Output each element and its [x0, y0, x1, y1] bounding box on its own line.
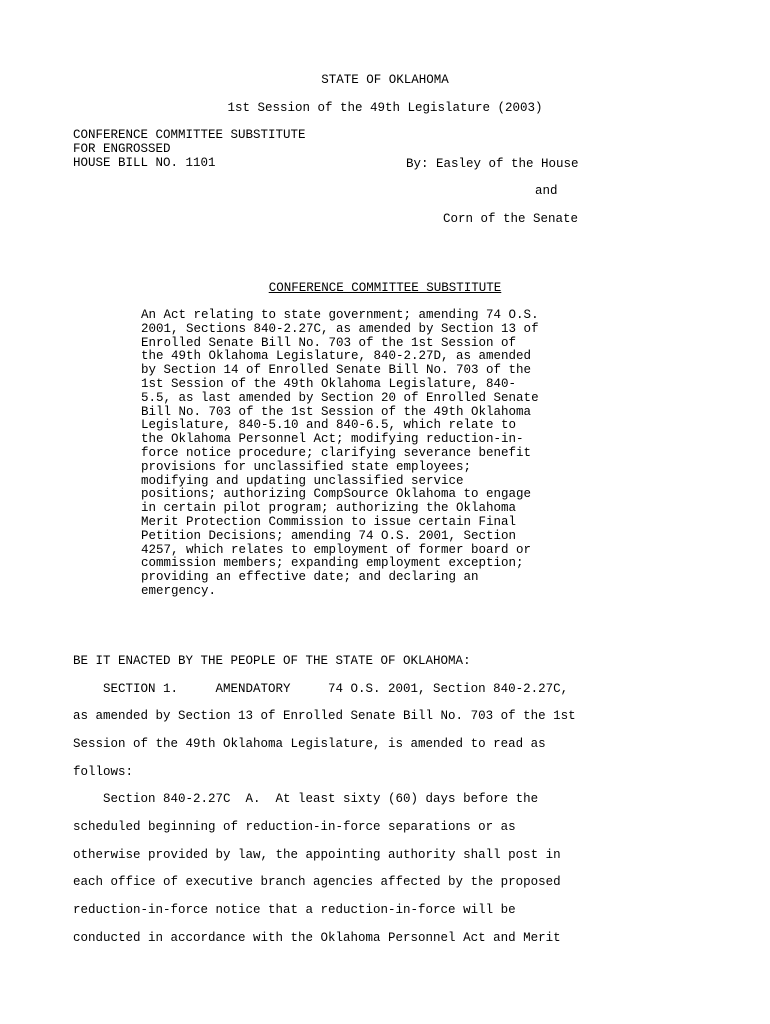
- body-line: Section 840-2.27C A. At least sixty (60) days before the: [73, 792, 539, 806]
- bill-line-1: CONFERENCE COMMITTEE SUBSTITUTE: [73, 128, 306, 142]
- act-title-line: provisions for unclassified state employees;: [141, 459, 472, 474]
- enacting-clause: BE IT ENACTED BY THE PEOPLE OF THE STATE OF OKLAHOMA:: [73, 654, 471, 668]
- body-line: otherwise provided by law, the appointing authority shall post in: [73, 848, 561, 862]
- body-line: conducted in accordance with the Oklahoma Personnel Act and Merit: [73, 931, 561, 945]
- act-title-line: emergency.: [141, 583, 217, 598]
- author-senate: Corn of the Senate: [443, 212, 579, 226]
- act-title-line: An Act relating to state government; amending 74 O.S.: [141, 308, 539, 322]
- act-title-line: Merit Protection Commission to issue certain Final: [141, 514, 517, 529]
- legislative-session: 1st Session of the 49th Legislature (2003): [227, 101, 543, 115]
- act-title-line: commission members; expanding employment exception;: [141, 556, 524, 571]
- act-title-line: 2001, Sections 840-2.27C, as amended by Section 13 of: [141, 321, 539, 336]
- act-title-line: Enrolled Senate Bill No. 703 of the 1st Session of: [141, 335, 517, 350]
- act-title-line: Petition Decisions; amending 74 O.S. 2001, Section: [141, 528, 517, 543]
- bill-identifier: [73, 128, 306, 170]
- bill-line-3: HOUSE BILL NO. 1101: [73, 156, 216, 170]
- act-title: [141, 309, 539, 599]
- act-title-line: force notice procedure; clarifying severance benefit: [141, 445, 532, 460]
- act-title-line: in certain pilot program; authorizing the Oklahoma: [141, 501, 517, 516]
- substitute-heading: CONFERENCE COMMITTEE SUBSTITUTE: [268, 281, 502, 295]
- act-title-line: providing an effective date; and declaring an: [141, 570, 479, 585]
- body-line: scheduled beginning of reduction-in-force separations or as: [73, 820, 516, 834]
- body-line: SECTION 1. AMENDATORY 74 O.S. 2001, Section 840-2.27C,: [73, 682, 569, 696]
- act-title-line: 4257, which relates to employment of former board or: [141, 542, 532, 557]
- act-title-line: the 49th Oklahoma Legislature, 840-2.27D, as amended: [141, 349, 532, 364]
- body-line: as amended by Section 13 of Enrolled Senate Bill No. 703 of the 1st: [73, 709, 576, 723]
- act-title-line: by Section 14 of Enrolled Senate Bill No. 703 of the: [141, 363, 532, 378]
- body-line: follows:: [73, 765, 134, 779]
- act-title-line: positions; authorizing CompSource Oklahoma to engage: [141, 487, 532, 502]
- body-line: Session of the 49th Oklahoma Legislature, is amended to read as: [73, 737, 546, 751]
- act-title-line: Bill No. 703 of the 1st Session of the 49th Oklahoma: [141, 404, 532, 419]
- act-title-line: 1st Session of the 49th Oklahoma Legislature, 840-: [141, 376, 517, 391]
- bill-line-2: FOR ENGROSSED: [73, 142, 171, 156]
- act-title-line: 5.5, as last amended by Section 20 of Enrolled Senate: [141, 390, 539, 405]
- act-title-line: modifying and updating unclassified service: [141, 473, 464, 488]
- author-conjunction: and: [535, 184, 558, 198]
- act-title-line: Legislature, 840-5.10 and 840-6.5, which relate to: [141, 418, 517, 433]
- body-line: reduction-in-force notice that a reduction-in-force will be: [73, 903, 516, 917]
- body-line: each office of executive branch agencies affected by the proposed: [73, 875, 561, 889]
- document-state-title: STATE OF OKLAHOMA: [321, 73, 449, 87]
- author-house: By: Easley of the House: [406, 157, 579, 171]
- act-title-line: the Oklahoma Personnel Act; modifying reduction-in-: [141, 432, 524, 447]
